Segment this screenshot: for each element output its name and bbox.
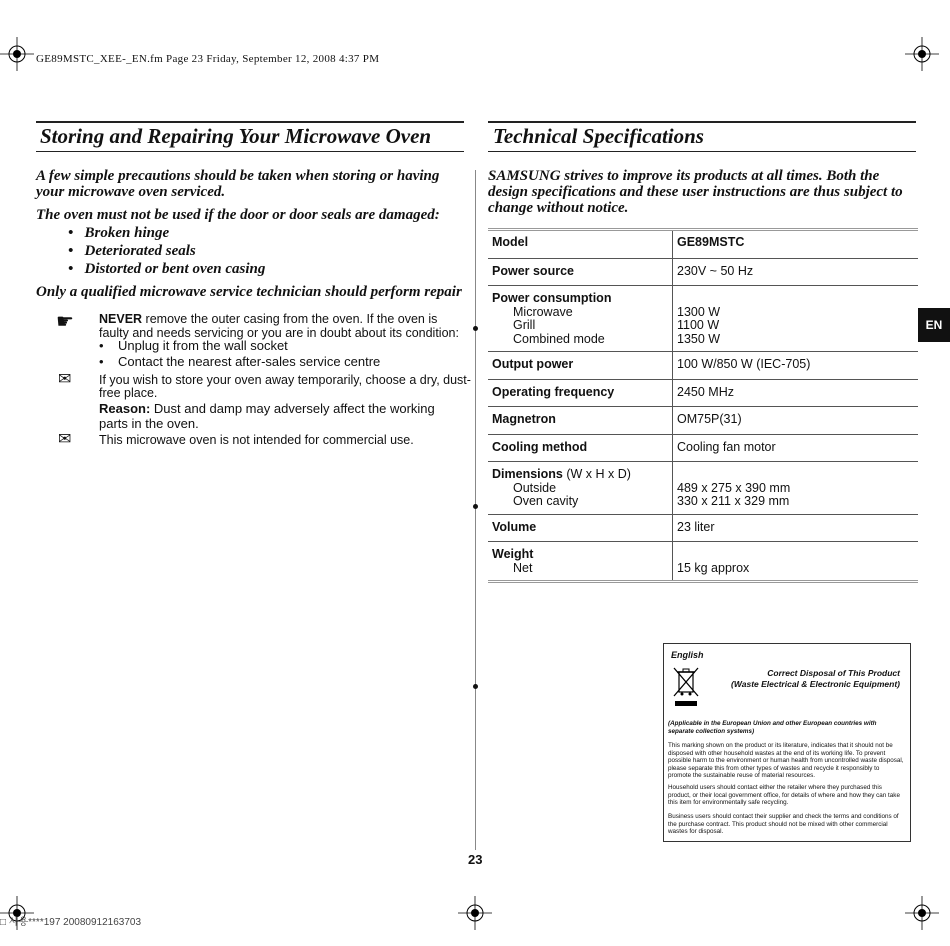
note-never	[99, 312, 461, 340]
file-header: GE89MSTC_XEE-_EN.fm Page 23 Friday, September 12, 2008 4:37 PM	[36, 53, 380, 65]
sub-bullet: • Contact the nearest after-sales service centre	[99, 354, 381, 369]
never-label: NEVER	[99, 312, 143, 326]
spec-sub-value: 1100 W	[677, 318, 720, 332]
weee-paragraph: Business users should contact their supplier and check the terms and conditions of the purchase contract. This product should not be mixed with other commercial wastes for disposal.	[668, 813, 899, 835]
reason-text: Dust and damp may adversely affect the working parts in the oven.	[99, 401, 435, 431]
bullet-text: Broken hinge	[84, 225, 170, 241]
reason-label: Reason:	[99, 401, 151, 416]
right-section-title: Technical Specifications	[493, 124, 704, 148]
left-title-rule-bottom	[36, 151, 464, 152]
registration-mark-top-right-icon	[905, 37, 939, 71]
note-storage-line1: If you wish to store your oven away temporarily, choose a dry, dust-	[99, 373, 471, 387]
spec-sub-value: 1350 W	[677, 331, 721, 346]
note-commercial: This microwave oven is not intended for commercial use.	[99, 433, 414, 447]
divider-dot	[473, 326, 478, 331]
bullet-item: • Broken hinge	[68, 225, 170, 241]
spec-value: GE89MSTC	[677, 235, 745, 249]
spec-sub-key: Net	[513, 560, 533, 575]
spec-value	[673, 542, 919, 582]
sub-bullet-text: Contact the nearest after-sales service centre	[118, 354, 381, 369]
spec-row	[488, 230, 918, 259]
note-storage-line2: free place.	[99, 386, 158, 400]
spec-key	[488, 542, 673, 582]
registration-mark-bottom-center-icon	[458, 896, 492, 930]
spec-value: 2450 MHz	[677, 384, 734, 399]
spec-sub-key: Outside	[513, 480, 557, 495]
spec-key-label: Dimensions	[492, 467, 563, 481]
weee-title-line: (Waste Electrical & Electronic Equipment)	[731, 679, 900, 689]
left-door-warning: The oven must not be used if the door or door seals are damaged:	[36, 207, 440, 223]
spec-key-label: Power consumption	[492, 291, 612, 305]
spec-row	[488, 462, 918, 515]
spec-key: Model	[488, 230, 673, 259]
spec-key	[488, 286, 673, 352]
spec-value: OM75P(31)	[677, 412, 742, 426]
never-text: remove the outer casing from the oven. If the oven is faulty and needs servicing or you are in doubt about its condition:	[99, 312, 459, 340]
spec-row	[488, 258, 918, 286]
weee-language: English	[671, 650, 704, 660]
spec-sub-value: 330 x 211 x 329 mm	[677, 494, 790, 508]
spec-sub-value: 15 kg approx	[677, 560, 750, 575]
spec-sub-value: 489 x 275 x 390 mm	[677, 480, 791, 495]
left-qualified-note: Only a qualified microwave service technician should perform repair	[36, 284, 462, 300]
spec-value: 230V ~ 50 Hz	[677, 263, 754, 278]
bullet-item: • Distorted or bent oven casing	[68, 261, 266, 277]
spec-sub-key: Microwave	[513, 304, 573, 319]
spec-sub-key: Combined mode	[513, 331, 605, 346]
weee-title	[720, 668, 900, 690]
registration-mark-bottom-right-icon	[905, 896, 939, 930]
spec-row	[488, 434, 918, 462]
bullet-text: Deteriorated seals	[84, 243, 196, 259]
sub-bullet-text: Unplug it from the wall socket	[118, 338, 288, 353]
spec-sub-key: Grill	[513, 318, 536, 332]
weee-title-line: Correct Disposal of This Product	[767, 668, 900, 678]
divider-dot	[473, 684, 478, 689]
crossed-bin-icon	[672, 666, 700, 708]
note-reason	[99, 401, 464, 431]
spec-table	[488, 228, 918, 583]
spec-value	[673, 462, 919, 515]
spec-sub-value: 1300 W	[677, 304, 721, 319]
spec-key-unit: (W x H x D)	[562, 467, 631, 481]
weee-disposal-box	[663, 643, 911, 842]
spec-value: 23 liter	[677, 519, 715, 534]
spec-row	[488, 514, 918, 542]
language-tab: EN	[918, 308, 950, 342]
spec-row	[488, 352, 918, 380]
spec-value: 100 W/850 W (IEC-705)	[677, 357, 811, 371]
spec-key: Output power	[488, 352, 673, 380]
bullet-text: Distorted or bent oven casing	[84, 261, 266, 277]
right-title-rule-bottom	[488, 151, 916, 152]
weee-paragraph: This marking shown on the product or its literature, indicates that it should not be disposed with other household wastes at the end of its working life. To prevent possible harm to the environment or human health from uncontrolled waste disposal, please separate this from other types of wastes and recycle it responsibly to promote the sustainable reuse of material resources.	[668, 742, 904, 779]
registration-mark-top-left-icon	[0, 37, 34, 71]
pointing-hand-icon: ☛	[56, 311, 74, 333]
spec-row	[488, 407, 918, 435]
footer-code: □ 사용****197 20080912163703	[0, 917, 142, 928]
spec-key: Operating frequency	[488, 379, 673, 407]
page-number: 23	[468, 852, 483, 867]
bullet-item: • Deteriorated seals	[68, 243, 196, 259]
spec-key: Power source	[488, 258, 673, 286]
spec-key	[488, 462, 673, 515]
left-intro: A few simple precautions should be taken when storing or having your microwave oven serviced.	[36, 168, 440, 200]
spec-key: Cooling method	[488, 434, 673, 462]
divider-dot	[473, 504, 478, 509]
spec-value	[673, 286, 919, 352]
weee-applicable: (Applicable in the European Union and other European countries with separate collection systems)	[668, 720, 877, 735]
weee-paragraph: Household users should contact either the retailer where they purchased this product, or their local government office, for details of where and how they can take this item for environmentally safe recycling.	[668, 784, 900, 806]
spec-key: Volume	[488, 514, 673, 542]
left-section-title: Storing and Repairing Your Microwave Oven	[40, 124, 432, 148]
left-title-rule-top	[36, 121, 464, 123]
right-intro: SAMSUNG strives to improve its products at all times. Both the design specifications and these user instructions are thus subject to change without notice.	[488, 168, 903, 216]
spec-sub-key: Oven cavity	[513, 494, 579, 508]
spec-row	[488, 286, 918, 352]
column-divider	[475, 170, 476, 850]
spec-key: Magnetron	[488, 407, 673, 435]
sub-bullet: • Unplug it from the wall socket	[99, 338, 288, 353]
spec-row	[488, 379, 918, 407]
right-title-rule-top	[488, 121, 916, 123]
spec-row	[488, 542, 918, 582]
note-envelope-icon: ✉	[58, 371, 72, 388]
note-envelope-icon: ✉	[58, 431, 72, 448]
spec-value: Cooling fan motor	[677, 439, 776, 454]
spec-key-label: Weight	[492, 547, 534, 561]
